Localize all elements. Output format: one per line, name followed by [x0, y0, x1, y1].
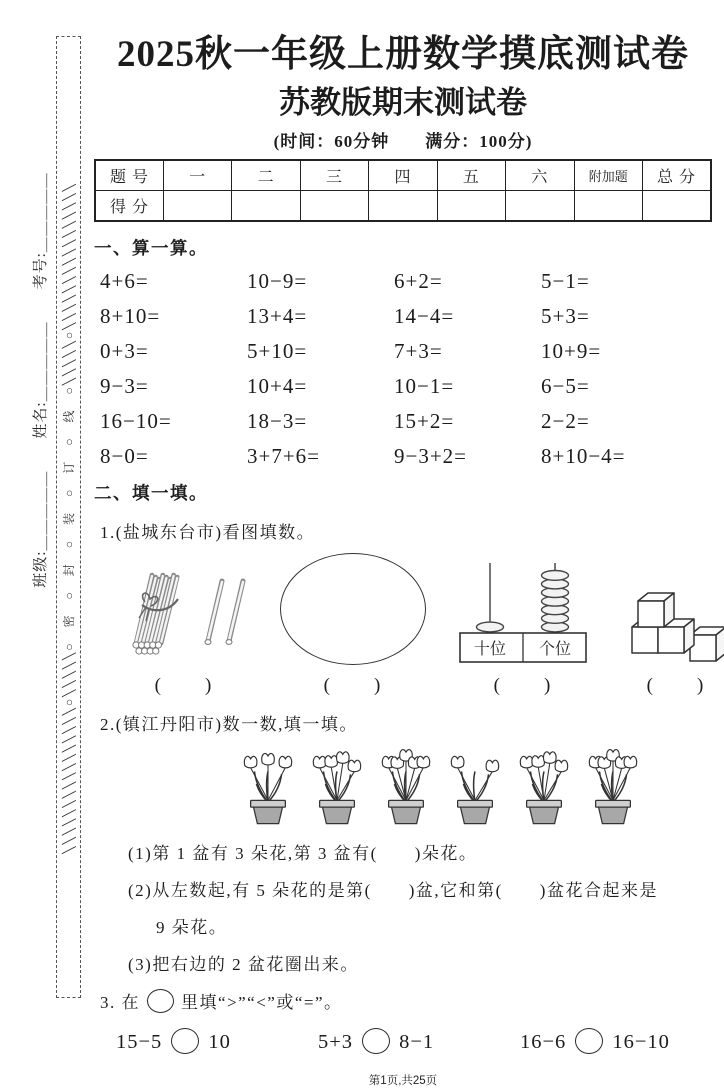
tulip-flower-icon: [532, 756, 544, 767]
sticks-bundle-icon: [120, 569, 248, 665]
tulip-flower-icon: [520, 756, 532, 767]
score-table-corner-cell: 题 号: [95, 160, 163, 191]
tulip-flower-icon: [279, 756, 291, 767]
math-problem: 2−2=: [541, 409, 590, 433]
score-table: [94, 159, 712, 222]
question2-sub1: (1)第 1 盆有 3 朵花,第 3 盆有( )朵花。: [128, 844, 478, 863]
math-problem: 9−3+2=: [394, 444, 468, 468]
question3-text: [100, 988, 712, 1013]
math-problem: 10−9=: [247, 269, 308, 293]
score-table-header-cell: 一: [163, 160, 231, 191]
ones-label: 个位: [538, 641, 572, 658]
question1-figures: [120, 553, 712, 697]
comparison-problems-row: [116, 1028, 712, 1054]
math-problem: 5+10=: [247, 339, 308, 363]
score-empty-cell: [643, 191, 712, 222]
score-table-header-cell: 四: [369, 160, 437, 191]
question2-sub2: (2)从左数起,有 5 朵花的是第( )盆,它和第( )盆花合起来是: [128, 881, 658, 900]
arithmetic-problems-grid: [100, 271, 712, 467]
math-problem: 10+4=: [247, 374, 308, 398]
flower-pot: [447, 741, 503, 827]
score-empty-cell: [369, 191, 437, 222]
math-problem: 4+6=: [100, 269, 149, 293]
math-problem: 13+4=: [247, 304, 308, 328]
score-empty-cell: [574, 191, 642, 222]
math-problem: 16−10=: [100, 409, 172, 433]
paper-content: [94, 0, 712, 1088]
score-table-header-row: [95, 160, 711, 191]
tens-label: 十位: [473, 641, 507, 658]
expression-left: 15−5: [116, 1031, 163, 1053]
flower-pot: [240, 741, 296, 827]
question3-prefix: 3. 在: [100, 993, 140, 1012]
expression-left: 16−6: [520, 1031, 567, 1053]
abacus-icon: [458, 561, 588, 665]
math-problem: 7+3=: [394, 339, 443, 363]
tulip-flower-icon: [624, 756, 636, 767]
expression-right: 10: [208, 1031, 231, 1053]
math-problem: 5−1=: [541, 269, 590, 293]
student-info-labels: 班级:＿＿＿＿＿ 姓名:＿＿＿＿＿ 考号:＿＿＿＿＿: [33, 172, 49, 588]
flower-pot: [516, 741, 572, 827]
question2-text: 2.(镇江丹阳市)数一数,填一填。: [100, 715, 358, 734]
score-table-header-cell: 五: [437, 160, 505, 191]
score-table-header-cell: 附加题: [574, 160, 642, 191]
cubes-figure: [620, 565, 724, 697]
seal-binding-line-text: ╲╲╲╲╲╲╲╲╲╲╲╲╲╲╲╲○╲╲╲╲╲○ 密 ○ 封 ○ 装 ○ 订 ○ 线 ○╲╲╲╲╲○╲╲╲╲╲╲╲╲╲╲╲╲╲╲╲╲: [62, 182, 76, 854]
flower-pots-row: [240, 741, 712, 827]
score-table-header-cell: 六: [506, 160, 574, 191]
score-empty-cell: [437, 191, 505, 222]
math-problem: 10−1=: [394, 374, 455, 398]
math-problem: 0+3=: [100, 339, 149, 363]
score-empty-cell: [506, 191, 574, 222]
comparison-problem: [520, 1028, 670, 1054]
page-subtitle: 苏教版期末测试卷: [279, 85, 527, 120]
answer-blank: ( ): [493, 675, 553, 696]
tulip-flower-icon: [313, 756, 325, 767]
sticks-figure: [120, 569, 248, 697]
math-problem: 5+3=: [541, 304, 590, 328]
flower-pot: [585, 741, 641, 827]
page-footer: 第1页,共25页: [368, 1075, 438, 1087]
exam-info-line: (时间：60分钟 满分：100分): [273, 132, 533, 151]
score-table-header-cell: 三: [300, 160, 368, 191]
math-problem: 9−3=: [100, 374, 149, 398]
compare-circle-icon: [362, 1028, 390, 1054]
math-problem: 6+2=: [394, 269, 443, 293]
empty-oval-shape: [280, 553, 426, 665]
comparison-problem: [116, 1028, 318, 1054]
expression-right: 16−10: [612, 1031, 670, 1053]
math-problem: 8+10−4=: [541, 444, 626, 468]
expression-left: 5+3: [318, 1031, 354, 1053]
tulip-flower-icon: [417, 756, 429, 767]
answer-blank: ( ): [323, 675, 383, 696]
question3-suffix: 里填“>”“<”或“=”。: [181, 993, 343, 1012]
cubes-icon: [620, 565, 724, 665]
question2-sub2-continuation: 9 朵花。: [156, 918, 228, 937]
score-table-header-cell: 二: [232, 160, 300, 191]
tulip-flower-icon: [325, 756, 337, 767]
page-title: 2025秋一年级上册数学摸底测试卷: [117, 34, 689, 75]
math-problem: 8+10=: [100, 304, 161, 328]
abacus-figure: [458, 561, 588, 697]
score-empty-cell: [300, 191, 368, 222]
answer-blank: ( ): [646, 675, 706, 696]
question2-sub3: (3)把右边的 2 盆花圈出来。: [128, 955, 359, 974]
math-problem: 10+9=: [541, 339, 602, 363]
math-problem: 15+2=: [394, 409, 455, 433]
tulip-flower-icon: [544, 752, 556, 763]
score-empty-cell: [232, 191, 300, 222]
section2-heading: 二、填一填。: [94, 483, 208, 503]
compare-circle-icon: [171, 1028, 199, 1054]
section1-heading: 一、算一算。: [94, 238, 208, 258]
compare-circle-icon: [147, 989, 174, 1013]
tulip-flower-icon: [348, 760, 360, 771]
math-problem: 3+7+6=: [247, 444, 321, 468]
tulip-flower-icon: [244, 756, 256, 767]
question1-text: 1.(盐城东台市)看图填数。: [100, 523, 316, 542]
tulip-flower-icon: [262, 753, 274, 764]
flower-pot: [378, 741, 434, 827]
comparison-problem: [318, 1028, 520, 1054]
math-problem: 18−3=: [247, 409, 308, 433]
flower-pot: [309, 741, 365, 827]
math-problem: 14−4=: [394, 304, 455, 328]
math-problem: 6−5=: [541, 374, 590, 398]
score-row-label: 得 分: [95, 191, 163, 222]
answer-blank: ( ): [154, 675, 214, 696]
score-empty-cell: [163, 191, 231, 222]
tulip-flower-icon: [555, 760, 567, 771]
tulip-flower-icon: [486, 760, 498, 771]
compare-circle-icon: [575, 1028, 603, 1054]
tulip-flower-icon: [451, 756, 463, 767]
score-table-header-cell: 总 分: [643, 160, 712, 191]
math-problem: 8−0=: [100, 444, 149, 468]
expression-right: 8−1: [399, 1031, 435, 1053]
tulip-flower-icon: [337, 752, 349, 763]
score-table-score-row: [95, 191, 711, 222]
oval-figure: [280, 553, 426, 697]
